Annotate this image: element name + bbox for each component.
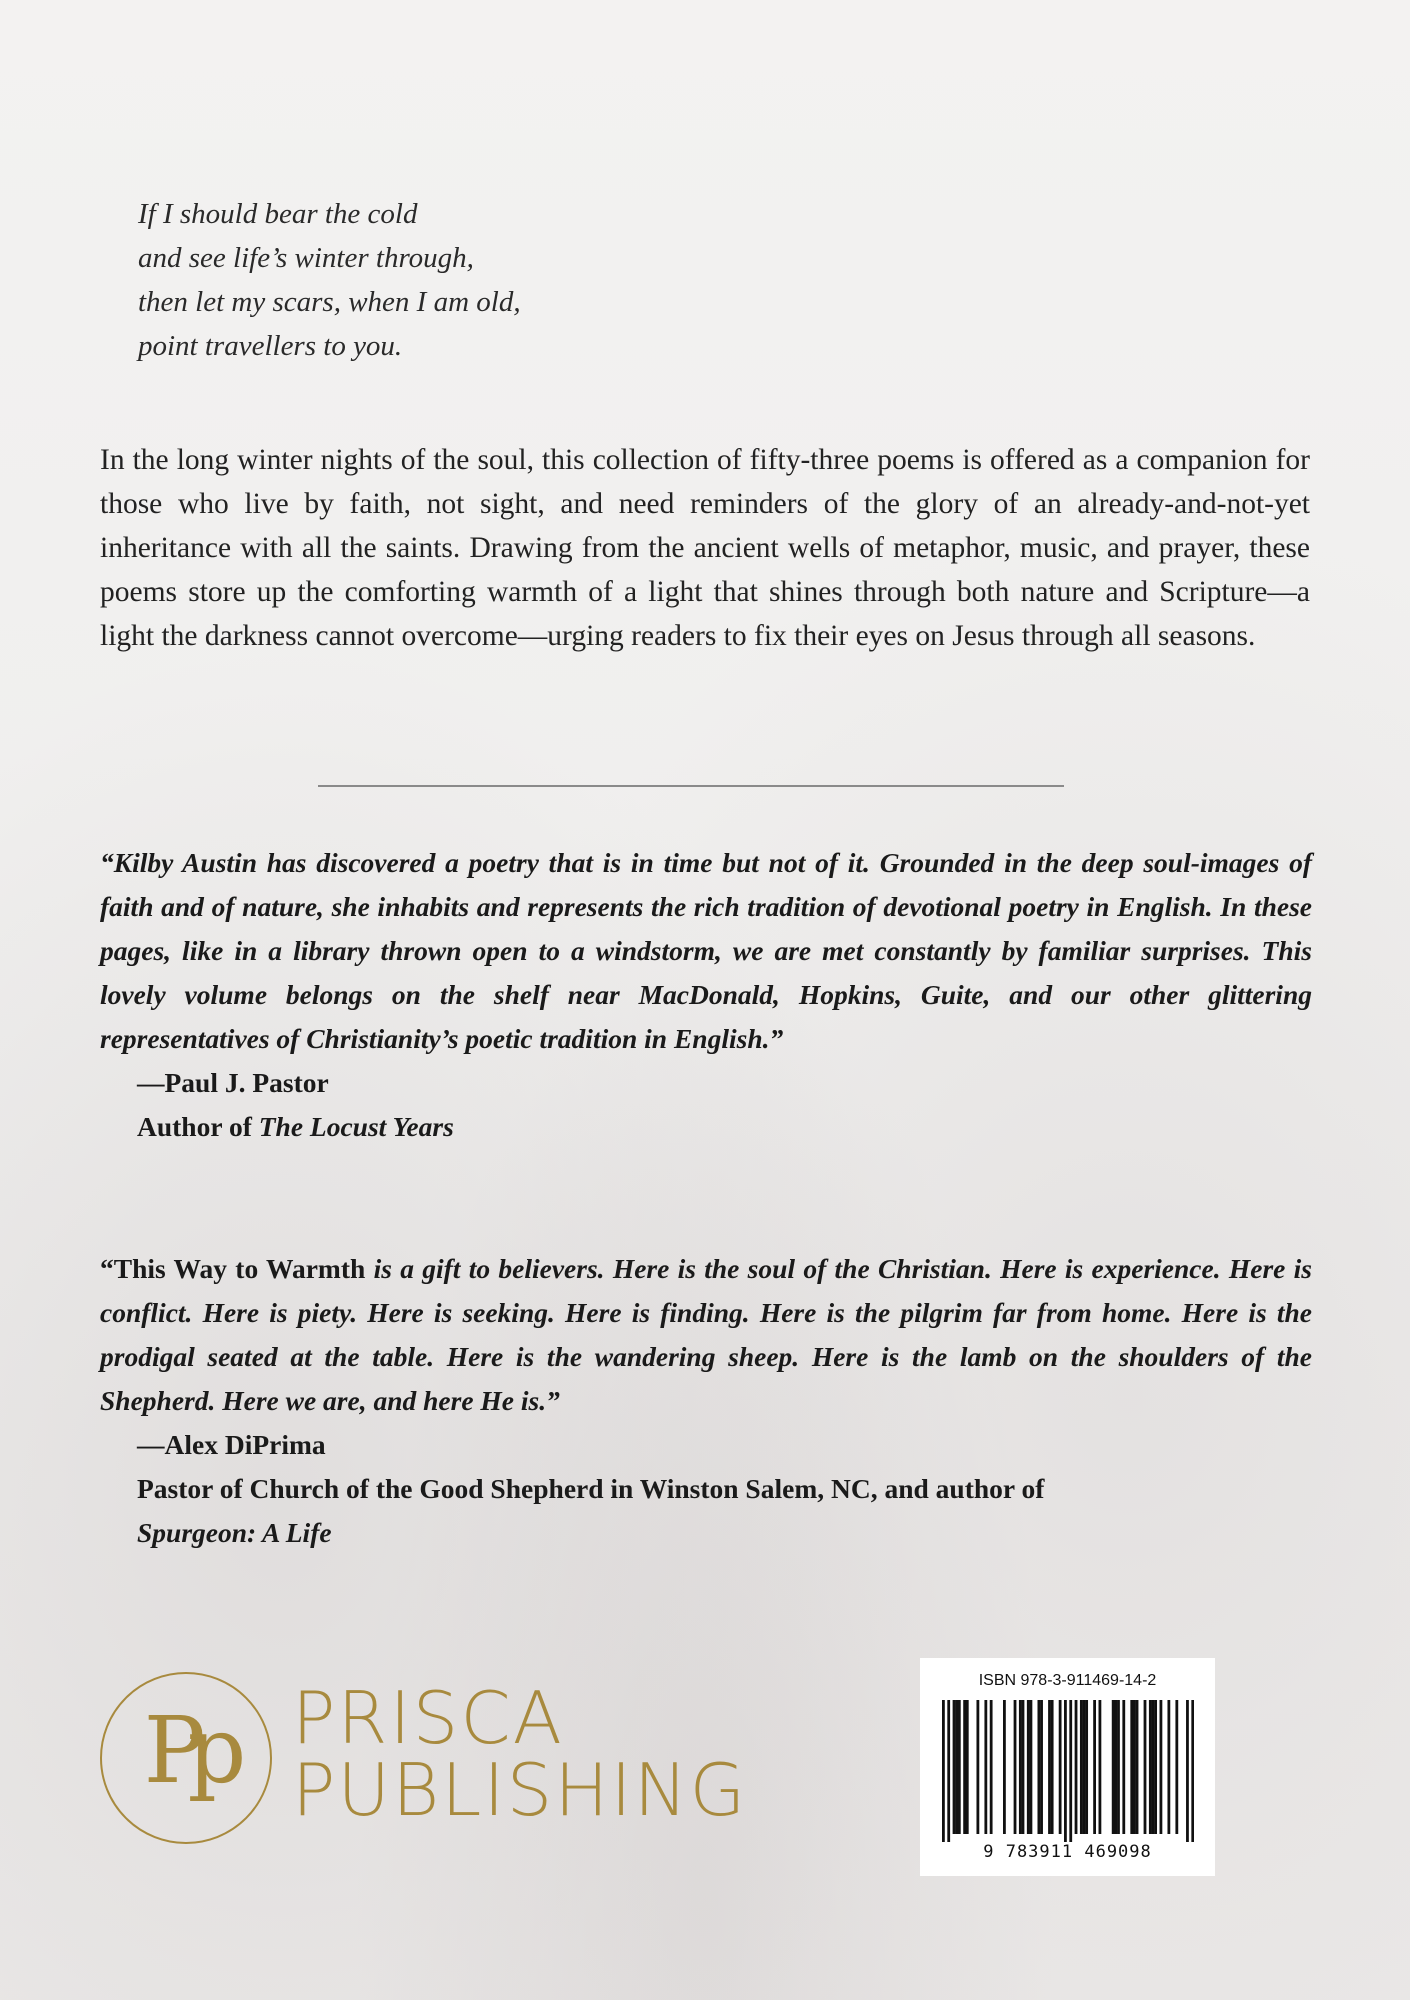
barcode-bar [1019, 1700, 1022, 1834]
barcode-bar [1080, 1700, 1083, 1834]
barcode-bar [1117, 1700, 1120, 1834]
barcode-bar [984, 1700, 987, 1834]
endorser-book-title: The Locust Years [258, 1111, 454, 1142]
endorsement-quote-lead: “This Way to Warmth [100, 1253, 366, 1284]
endorser-name: —Paul J. Pastor [137, 1067, 329, 1098]
publisher-logo [100, 1672, 748, 1860]
book-description: In the long winter nights of the soul, this collection of fifty-three poems is offered as a companion for those who live by faith, not sight, and need reminders of the glory of an already-and-not-yet inheritance with all the saints. Drawing from the ancient wells of metaphor, music, and prayer, these poems store up the comforting warmth of a light that shines through both nature and Scripture—a light the darkness cannot overcome—urging readers to fix their eyes on Jesus through all seasons. [100, 444, 1310, 652]
epigraph-line: If I should bear the cold [138, 198, 418, 230]
barcode-bar [1093, 1700, 1096, 1834]
barcode-bar [1083, 1700, 1086, 1834]
barcode-bar [1027, 1700, 1030, 1834]
barcode-bar [1112, 1700, 1115, 1834]
barcode-bar [1152, 1700, 1155, 1834]
endorser-role: Pastor of Church of the Good Shepherd in Winston Salem, NC, and author of [137, 1473, 1045, 1504]
barcode-bar [1003, 1700, 1006, 1834]
barcode-bar [1149, 1700, 1152, 1834]
epigraph-line: and see life’s winter through, [138, 242, 474, 274]
publisher-name-line1: PRISCA [292, 1676, 564, 1760]
barcode-bar [1064, 1700, 1067, 1842]
isbn-number: ISBN 978-3-911469-14-2 [978, 1672, 1157, 1689]
barcode-bar [1136, 1700, 1139, 1834]
barcode-bar [958, 1700, 961, 1834]
barcode-bar [1099, 1700, 1102, 1834]
endorsement-quote-body: is a gift to believers. Here is the soul of the Christian. Here is experience. Here is conflict. Here is piety. Here is seeking. Here is finding. Here is the pilgrim far from home. Here is the prodigal seated at the table. Here is the wandering sheep. Here is the lamb on the shoulders of the Shepherd. Here we are, and here He is.” [100, 1253, 1312, 1416]
barcode-digits: 9 783911 469098 [983, 1842, 1152, 1862]
barcode-bar [1186, 1700, 1189, 1842]
endorser-role-prefix: Author of [137, 1111, 259, 1142]
barcode-bar [963, 1700, 966, 1834]
barcode-bar [1030, 1700, 1033, 1834]
barcode-bar [1048, 1700, 1051, 1834]
barcode-bar [947, 1700, 950, 1842]
epigraph-poem [138, 192, 838, 368]
barcode-bars [942, 1700, 1194, 1842]
barcode-bar [1114, 1700, 1117, 1834]
barcode-bar [955, 1700, 958, 1834]
epigraph-line: point travellers to you. [138, 330, 403, 362]
barcode-bar [1085, 1700, 1088, 1834]
publisher-name-line2: PUBLISHING [292, 1748, 748, 1832]
epigraph-line: then let my scars, when I am old, [138, 286, 521, 318]
barcode-bar [1059, 1700, 1062, 1834]
barcode-bar [1133, 1700, 1136, 1834]
barcode-bar [976, 1700, 979, 1834]
barcode-bar [1075, 1700, 1078, 1834]
divider-line [318, 785, 1064, 787]
barcode-bar [1144, 1700, 1147, 1834]
endorsement-quote: “Kilby Austin has discovered a poetry that is in time but not of it. Grounded in the deep soul-images of faith and of nature, she inhabits and represents the rich tradition of devotional poetry in English. In these pages, like in a library thrown open to a windstorm, we are met constantly by familiar surprises. This lovely volume belongs on the shelf near MacDonald, Hopkins, Guite, and our other glittering representatives of Christianity’s poetic tradition in English.” [100, 847, 1312, 1054]
endorsement-2 [100, 1247, 1312, 1555]
barcode-bar [1040, 1700, 1043, 1834]
endorsement-quote [100, 1247, 1312, 1423]
endorser-name: —Alex DiPrima [137, 1429, 326, 1460]
barcode-bar [953, 1700, 956, 1834]
endorser-role [100, 1105, 1312, 1149]
endorser-book-title [100, 1511, 1312, 1555]
barcode-bar [1022, 1700, 1025, 1834]
endorsement-1 [100, 841, 1312, 1149]
publisher-name [292, 1676, 748, 1832]
endorser-book-title-text: Spurgeon: A Life [137, 1517, 332, 1548]
barcode-bar [1037, 1700, 1040, 1834]
barcode-bar [1191, 1700, 1194, 1842]
barcode-bar [1014, 1700, 1017, 1834]
barcode-bar [966, 1700, 969, 1834]
barcode-bar [1160, 1700, 1163, 1834]
isbn-barcode [920, 1658, 1215, 1876]
barcode-bar [1122, 1700, 1125, 1834]
barcode-bar [990, 1700, 993, 1834]
barcode-bar [1167, 1700, 1170, 1834]
barcode-bar [1154, 1700, 1157, 1834]
barcode-bar [1069, 1700, 1072, 1842]
logo-monogram: Pp [143, 1697, 229, 1804]
barcode-bar [1175, 1700, 1178, 1834]
barcode-bar [1130, 1700, 1133, 1834]
barcode-bar [942, 1700, 945, 1842]
barcode-bar [1051, 1700, 1054, 1834]
